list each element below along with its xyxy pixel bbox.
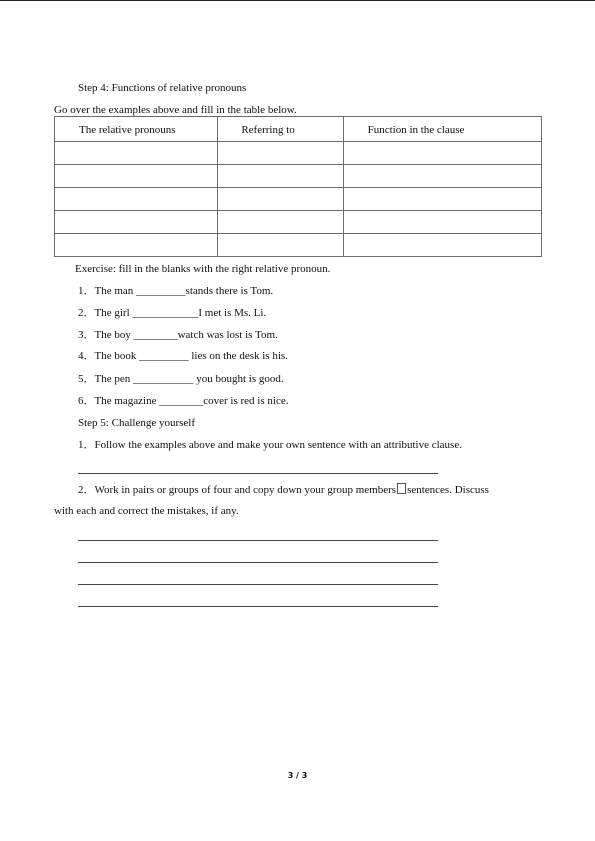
table-row xyxy=(55,211,542,234)
table-cell-blank[interactable] xyxy=(55,165,218,188)
exercise-intro: Exercise: fill in the blanks with the right relative pronoun. xyxy=(75,263,331,275)
step5-task-2-text-end: sentences. Discuss xyxy=(407,484,489,496)
table-cell-blank[interactable] xyxy=(218,211,343,234)
answer-line[interactable] xyxy=(78,562,438,563)
table-cell-blank[interactable] xyxy=(55,234,218,257)
table-header-referring-to: Referring to xyxy=(218,117,343,142)
table-cell-blank[interactable] xyxy=(218,188,343,211)
table-cell-blank[interactable] xyxy=(343,142,541,165)
step5-task-2 xyxy=(78,483,489,497)
exercise-item-6: 6．The magazine ________cover is red is nice. xyxy=(78,395,289,407)
answer-line[interactable] xyxy=(78,540,438,541)
exercise-item-5: 5．The pen ___________ you bought is good. xyxy=(78,373,284,385)
top-rule xyxy=(0,0,595,1)
answer-line[interactable] xyxy=(78,606,438,607)
table-cell-blank[interactable] xyxy=(218,142,343,165)
step5-task-1: 1．Follow the examples above and make your own sentence with an attributive clause. xyxy=(78,439,462,451)
answer-line[interactable] xyxy=(78,473,438,474)
missing-glyph-box xyxy=(397,483,406,494)
table-cell-blank[interactable] xyxy=(218,234,343,257)
table-row xyxy=(55,188,542,211)
table-row xyxy=(55,142,542,165)
table-cell-blank[interactable] xyxy=(343,234,541,257)
table-cell-blank[interactable] xyxy=(343,165,541,188)
step5-task-2-continued: with each and correct the mistakes, if any. xyxy=(54,505,239,517)
page-number: 3 / 3 xyxy=(287,771,308,780)
exercise-item-3: 3．The boy ________watch was lost is Tom. xyxy=(78,329,278,341)
step4-heading: Step 4: Functions of relative pronouns xyxy=(78,82,247,94)
table-header-function: Function in the clause xyxy=(343,117,541,142)
table-cell-blank[interactable] xyxy=(55,211,218,234)
table-cell-blank[interactable] xyxy=(55,188,218,211)
table-header-row xyxy=(55,117,542,142)
table-header-pronouns: The relative pronouns xyxy=(55,117,218,142)
exercise-item-2: 2．The girl ____________I met is Ms. Li. xyxy=(78,307,267,319)
relative-pronoun-table xyxy=(54,116,542,257)
table-cell-blank[interactable] xyxy=(218,165,343,188)
table-cell-blank[interactable] xyxy=(55,142,218,165)
step5-heading: Step 5: Challenge yourself xyxy=(78,417,196,429)
exercise-item-4: 4．The book _________ lies on the desk is his. xyxy=(78,350,288,362)
step5-task-2-text: 2．Work in pairs or groups of four and copy down your group members xyxy=(78,484,397,496)
answer-line[interactable] xyxy=(78,584,438,585)
table-row xyxy=(55,234,542,257)
table-cell-blank[interactable] xyxy=(343,211,541,234)
table-cell-blank[interactable] xyxy=(343,188,541,211)
table-instruction: Go over the examples above and fill in the table below. xyxy=(54,104,297,116)
table-row xyxy=(55,165,542,188)
exercise-item-1: 1．The man _________stands there is Tom. xyxy=(78,285,274,297)
